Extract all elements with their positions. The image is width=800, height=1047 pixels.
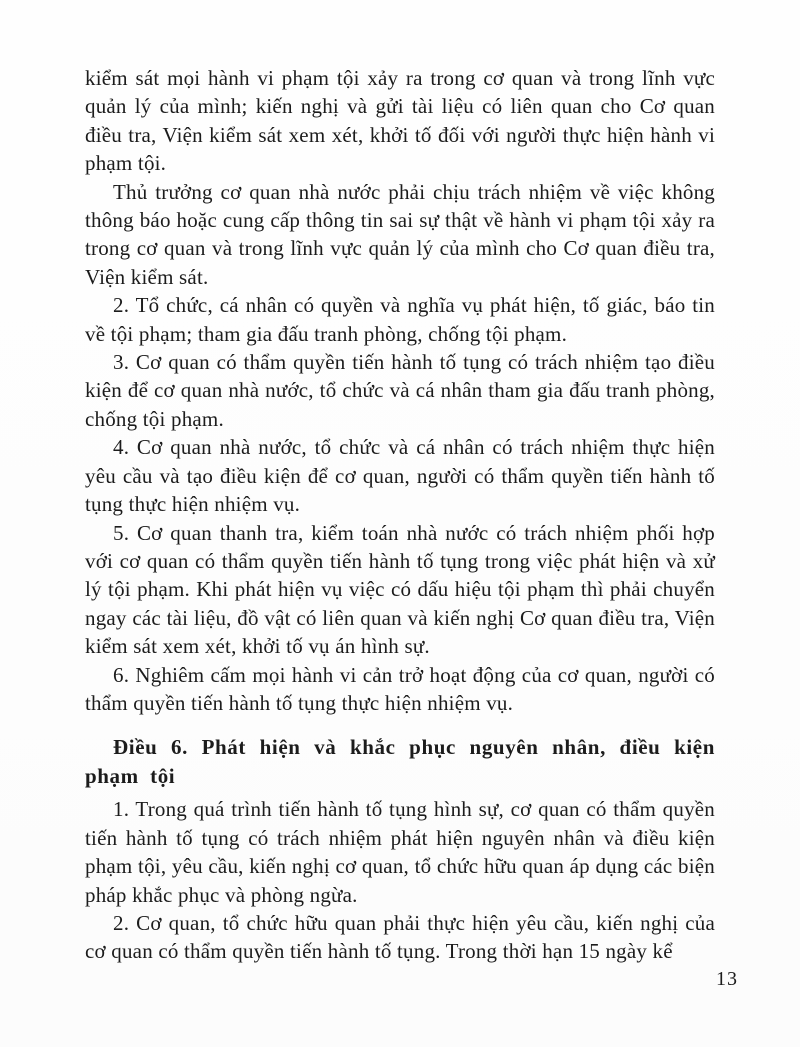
body-paragraph-article6-clause-1: 1. Trong quá trình tiến hành tố tụng hình sự, cơ quan có thẩm quyền tiến hành tố tụng có trách nhiệm phát hiện nguyên nhân và điều kiện phạm tội, yêu cầu, kiến nghị cơ quan, tổ chức hữu quan áp dụng các biện pháp khắc phục và phòng ngừa. [85, 797, 715, 907]
page-number: 13 [716, 968, 738, 990]
body-paragraph-clause-4: 4. Cơ quan nhà nước, tổ chức và cá nhân có trách nhiệm thực hiện yêu cầu và tạo điều kiện để cơ quan, người có thẩm quyền tiến hành tố tụng thực hiện nhiệm vụ. [85, 435, 715, 517]
body-paragraph-continuation: kiểm sát mọi hành vi phạm tội xảy ra trong cơ quan và trong lĩnh vực quản lý của mình; kiến nghị và gửi tài liệu có liên quan cho Cơ quan điều tra, Viện kiểm sát xem xét, khởi tố đối với người thực hiện hành vi phạm tội. [85, 66, 715, 176]
body-paragraph-thu-truong: Thủ trưởng cơ quan nhà nước phải chịu trách nhiệm về việc không thông báo hoặc cung cấp thông tin sai sự thật về hành vi phạm tội xảy ra trong cơ quan và trong lĩnh vực quản lý của mình cho Cơ quan điều tra, Viện kiểm sát. [85, 179, 715, 289]
page-text-block [85, 64, 715, 966]
body-paragraph-clause-3: 3. Cơ quan có thẩm quyền tiến hành tố tụng có trách nhiệm tạo điều kiện để cơ quan nhà nước, tổ chức và cá nhân tham gia đấu tranh phòng, chống tội phạm. [85, 350, 715, 431]
body-paragraph-article6-clause-2: 2. Cơ quan, tổ chức hữu quan phải thực hiện yêu cầu, kiến nghị của cơ quan có thẩm quyền tiến hành tố tụng. Trong thời hạn 15 ngày kể [85, 910, 715, 964]
body-paragraph-clause-2: 2. Tổ chức, cá nhân có quyền và nghĩa vụ phát hiện, tố giác, báo tin về tội phạm; tham gia đấu tranh phòng, chống tội phạm. [85, 293, 715, 346]
body-paragraph-clause-6: 6. Nghiêm cấm mọi hành vi cản trở hoạt động của cơ quan, người có thẩm quyền tiến hành tố tụng thực hiện nhiệm vụ. [85, 662, 715, 715]
body-paragraph-clause-5: 5. Cơ quan thanh tra, kiểm toán nhà nước có trách nhiệm phối hợp với cơ quan có thẩm quyền tiến hành tố tụng trong việc phát hiện và xử lý tội phạm. Khi phát hiện vụ việc có dấu hiệu tội phạm thì phải chuyển ngay các tài liệu, đồ vật có liên quan và kiến nghị Cơ quan điều tra, Viện kiểm sát xem xét, khởi tố vụ án hình sự. [85, 520, 715, 659]
article-6-heading: Điều 6. Phát hiện và khắc phục nguyên nhân, điều kiện phạm tội [85, 735, 715, 789]
